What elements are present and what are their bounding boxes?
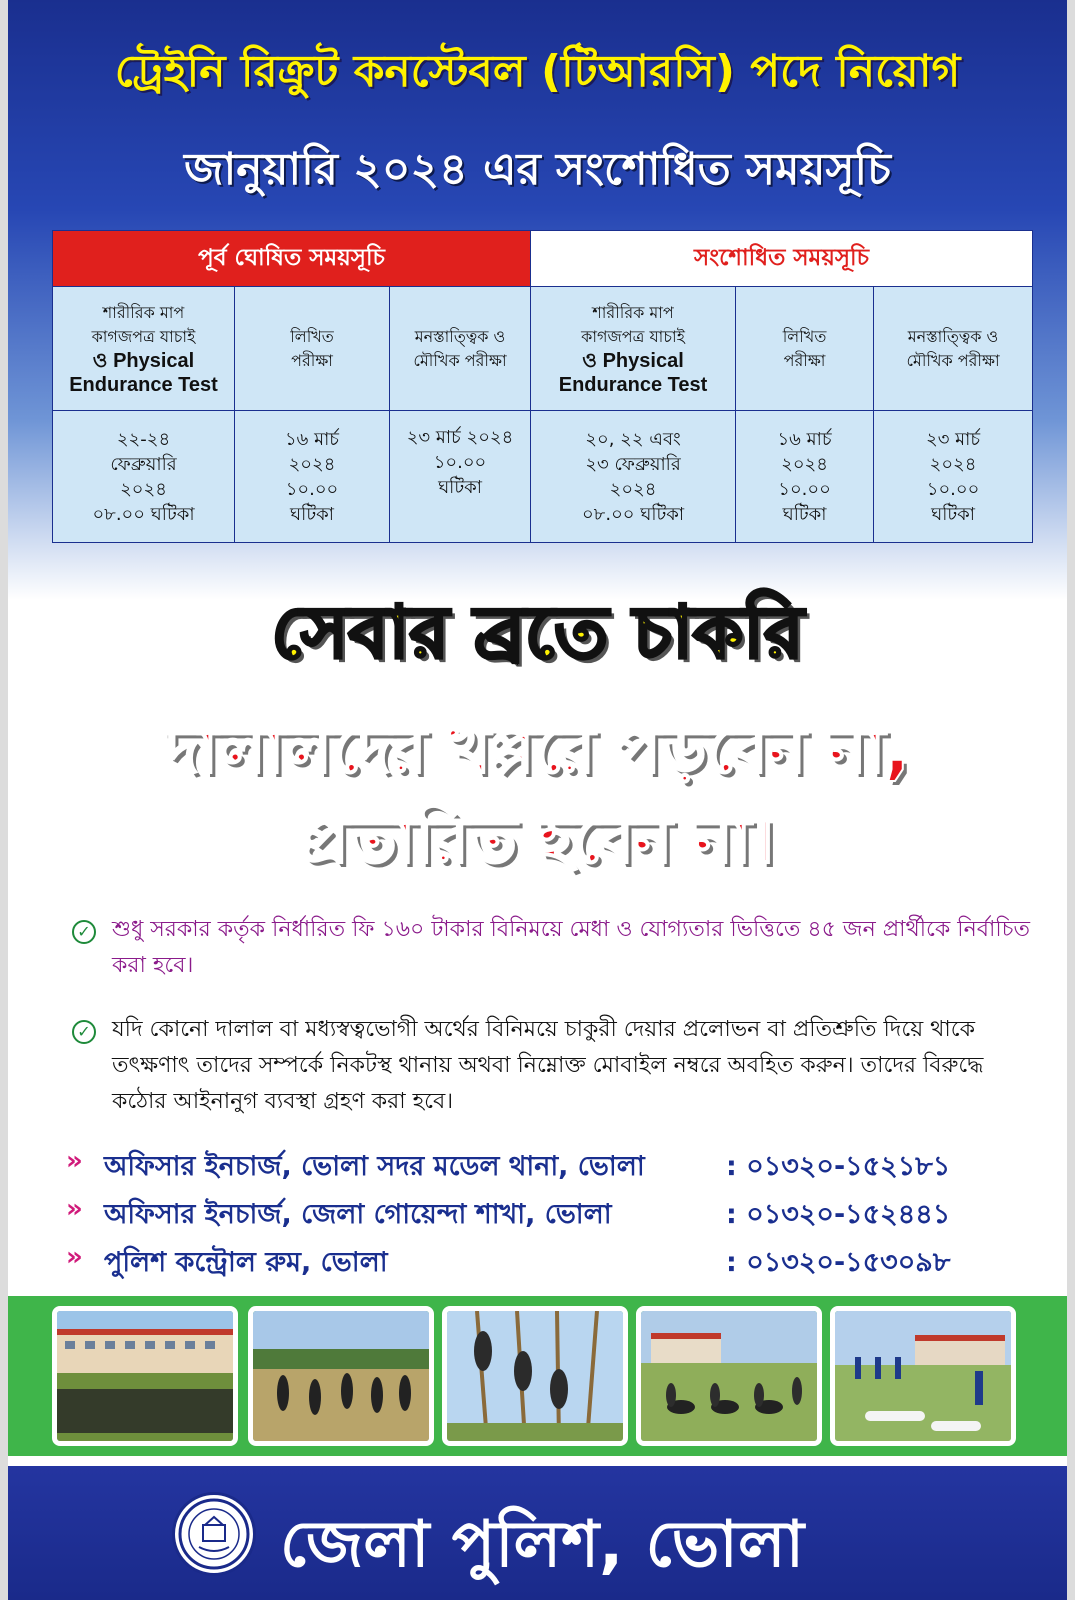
column-header-prefix: ও [582,349,598,372]
old-viva-column-header [390,287,531,411]
new-written-date-cell [736,411,874,543]
old-written-date-cell [235,411,390,543]
column-header-line [535,349,731,373]
recruitment-title: ট্রেইনি রিক্রুট কনস্টেবল (টিআরসি) পদে নিয়োগ [114,46,961,97]
left-border [0,0,8,1600]
date-line: ১৬ মার্চ [777,428,832,450]
column-header-line: লিখিত [290,326,334,346]
old-physical-date-cell [53,411,235,543]
date-line: ২৩ মার্চ [926,428,981,450]
time-line: ঘটিকা [782,503,827,525]
column-header-line [57,349,230,373]
checkmark-icon: ✓ [72,1020,96,1044]
column-header-line: কাগজপত্র যাচাই [91,326,196,346]
date-line: ১৬ মার্চ [284,428,340,450]
pushup-test-photo [830,1306,1016,1446]
new-physical-date-cell [531,411,736,543]
checkmark-icon: ✓ [72,920,96,944]
time-line: ১০.০০ [433,452,487,473]
contact-office-label: পুলিশ কন্ট্রোল রুম, ভোলা [104,1247,388,1278]
new-viva-date-cell [874,411,1033,543]
time-line: ০৮.০০ ঘটিকা [581,503,685,525]
contact-phone-number[interactable]: : ০১৩২০-১৫২৪৪১ [726,1199,951,1230]
column-header-line: পরীক্ষা [783,350,826,370]
broker-warning-line-2: প্রতারিত হবেন না। [300,804,775,878]
new-written-column-header [736,287,874,411]
double-chevron-icon: » [66,1146,83,1176]
date-line: ফেব্রুয়ারি [110,453,177,475]
date-line: ২২-২৪ [116,428,171,450]
time-line: ১০.০০ [285,478,339,500]
schedule-table [52,230,1033,543]
fee-notice [72,912,1032,984]
report-broker-notice [72,1012,1032,1120]
time-line: ঘটিকা [290,503,334,525]
new-physical-column-header [531,287,736,411]
fee-notice-text: শুধু সরকার কর্তৃক নির্ধারিত ফি ১৬০ টাকার বিনিময়ে মেধা ও যোগ্যতার ভিত্তিতে ৪৫ জন প্রার্থীকে নির্বাচিত করা হবে। [112,917,1031,978]
old-physical-column-header [53,287,235,411]
column-header-line: মৌখিক পরীক্ষা [413,350,507,370]
column-header-line: পরীক্ষা [291,350,333,370]
police-emblem-icon [172,1492,256,1576]
photo-strip [8,1296,1067,1456]
date-line: ২৩ মার্চ ২০২৪ [406,427,514,448]
previous-schedule-heading: পূর্ব ঘোষিত সময়সূচি [53,231,531,287]
time-line: ১০.০০ [778,478,831,500]
right-border [1067,0,1075,1600]
double-chevron-icon: » [66,1194,83,1224]
date-line: ২০২৪ [929,453,977,475]
report-broker-notice-text: যদি কোনো দালাল বা মধ্যস্বত্বভোগী অর্থের বিনিময়ে চাকুরী দেয়ার প্রলোভন বা প্রতিশ্রুতি দিয়ে থাকে তৎক্ষণাৎ তাদের সম্পর্কে নিকটস্থ থানায় অথবা নিম্নোক্ত মোবাইল নম্বরে অবহিত করুন। তাদের বিরুদ্ধে কঠোর আইনানুগ ব্যবস্থা গ্রহণ করা হবে। [112,1017,984,1114]
contact-row [66,1140,1026,1188]
date-line: ২০২৪ [120,478,167,500]
date-line: ২০২৪ [288,453,336,475]
tyre-drill-photo [636,1306,822,1446]
column-header-line: মৌখিক পরীক্ষা [906,350,1000,370]
column-header-english: Physical [602,349,684,372]
contact-phone-number[interactable]: : ০১৩২০-১৫৩০৯৮ [726,1247,951,1278]
contact-office-label: অফিসার ইনচার্জ, জেলা গোয়েন্দা শাখা, ভোলা [104,1199,612,1230]
time-line: ১০.০০ [926,478,980,500]
contact-phone-number[interactable]: : ০১৩২০-১৫২১৮১ [726,1151,951,1182]
time-line: ঘটিকা [438,477,482,498]
column-header-line: কাগজপত্র যাচাই [581,326,685,346]
old-written-column-header [235,287,390,411]
contact-list [66,1140,1026,1284]
time-line: ঘটিকা [931,503,975,525]
column-header-line: মনস্তাত্ত্বিক ও [414,326,506,346]
column-header-english: Endurance Test [69,373,218,396]
contact-office-label: অফিসার ইনচার্জ, ভোলা সদর মডেল থানা, ভোলা [104,1151,645,1182]
double-chevron-icon: » [66,1242,83,1272]
revised-schedule-subtitle: জানুয়ারি ২০২৪ এর সংশোধিত সময়সূচি [184,144,891,195]
footer-divider [8,1458,1067,1466]
date-line: ২০২৪ [609,478,657,500]
rope-climbing-photo [442,1306,628,1446]
revised-schedule-heading: সংশোধিত সময়সূচি [531,231,1033,287]
column-header-line: শারীরিক মাপ [592,302,674,322]
column-header-english: Physical [113,349,195,372]
column-header-line: লিখিত [782,326,827,346]
date-line: ২০, ২২ এবং [585,428,681,450]
date-line: ২০২৪ [781,453,828,475]
district-police-title: জেলা পুলিশ, ভোলা [280,1508,805,1582]
broker-warning-line-1: দালালদের খপ্পরে পড়বেন না, [165,714,910,788]
time-line: ০৮.০০ ঘটিকা [92,503,195,525]
column-header-line: শারীরিক মাপ [102,302,185,322]
new-viva-column-header [874,287,1033,411]
service-slogan: সেবার ব্রতে চাকরি [271,590,804,674]
running-test-photo [248,1306,434,1446]
contact-row [66,1236,1026,1284]
contact-row [66,1188,1026,1236]
column-header-english: Endurance Test [558,373,708,396]
old-viva-date-cell [390,411,531,543]
column-header-prefix: ও [92,349,108,372]
recruits-assembly-photo [52,1306,238,1446]
date-line: ২৩ ফেব্রুয়ারি [585,453,681,475]
column-header-line: মনস্তাত্ত্বিক ও [907,326,999,346]
